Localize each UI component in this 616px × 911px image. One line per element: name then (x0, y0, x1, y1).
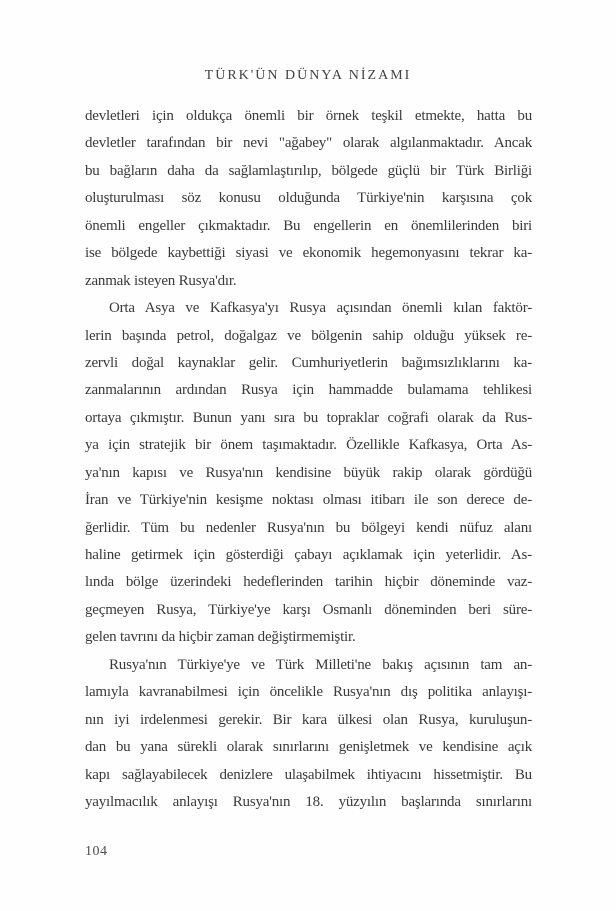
text-line: lerin başında petrol, doğalgaz ve bölgenin sahip olduğu yüksek re- (85, 327, 532, 344)
text-line: lamıyla kavranabilmesi için öncelikle Rusya'nın dış politika anlayışı- (85, 684, 532, 701)
text-line: Orta Asya ve Kafkasya'yı Rusya açısından önemli kılan faktör- (109, 300, 532, 317)
text-line: nın iyi irdelenmesi gerekir. Bir kara ülkesi olan Rusya, kuruluşun- (85, 711, 532, 728)
text-line: zervli doğal kaynaklar gelir. Cumhuriyetlerin bağımsızlıklarını ka- (85, 354, 532, 371)
text-line: oluşturulması söz konusu olduğunda Türkiye'nin karşısına çok (85, 190, 532, 207)
text-line: geçmeyen Rusya, Türkiye'ye karşı Osmanlı döneminden beri süre- (85, 601, 532, 618)
paragraph (85, 103, 532, 295)
body-text (85, 103, 532, 816)
text-line: ğerlidir. Tüm bu nedenler Rusya'nın bu bölgeyi kendi nüfuz alanı (85, 519, 532, 536)
text-line: devletler tarafından bir nevi "ağabey" olarak algılanmaktadır. Ancak (85, 135, 532, 152)
text-line: haline getirmek için gösterdiği çabayı açıklamak için yeterlidir. As- (85, 547, 532, 563)
text-line: ya'nın kapısı ve Rusya'nın kendisine büyük rakip olarak gördüğü (85, 464, 532, 481)
text-line: gelen tavrını da hiçbir zaman değiştirmemiştir. (85, 629, 356, 646)
text-line: ise bölgede kaybettiği siyasi ve ekonomik hegemonyasını tekrar ka- (85, 245, 532, 262)
text-line: lında bölge üzerindeki hedeflerinden tarihin hiçbir döneminde vaz- (85, 574, 532, 591)
running-header: TÜRK'ÜN DÜNYA NİZAMI (204, 68, 412, 83)
text-line: devletleri için oldukça önemli bir örnek teşkil etmekte, hatta bu (85, 108, 532, 124)
text-line: İran ve Türkiye'nin kesişme noktası olması itibarı ile son derece de- (85, 492, 532, 509)
text-line: ortaya çıkmıştır. Bunun yanı sıra bu topraklar coğrafi olarak da Rus- (85, 409, 532, 426)
text-line: zanmalarının ardından Rusya için hammadde bulamama tehlikesi (85, 382, 532, 399)
page-number: 104 (85, 844, 108, 859)
text-line: önemli engeller çıkmaktadır. Bu engellerin en önemlilerinden biri (85, 217, 532, 234)
text-line: dan bu yana sürekli olarak sınırlarını genişletmek ve kendisine açık (85, 739, 532, 756)
text-line: bu bağların daha da sağlamlaştırılıp, bölgede güçlü bir Türk Birliği (85, 162, 532, 179)
text-line: kapı sağlayabilecek denizlere ulaşabilmek ihtiyacını hissetmiştir. Bu (85, 766, 532, 783)
text-line: yayılmacılık anlayışı Rusya'nın 18. yüzyılın başlarında sınırlarını (85, 793, 532, 810)
text-line: zanmak isteyen Rusya'dır. (85, 272, 237, 289)
paragraph (85, 652, 532, 817)
text-line: ya için stratejik bir önem taşımaktadır. Özellikle Kafkasya, Orta As- (85, 437, 532, 454)
text-line: Rusya'nın Türkiye'ye ve Türk Milleti'ne bakış açısının tam an- (109, 656, 532, 673)
paragraph (85, 295, 532, 652)
